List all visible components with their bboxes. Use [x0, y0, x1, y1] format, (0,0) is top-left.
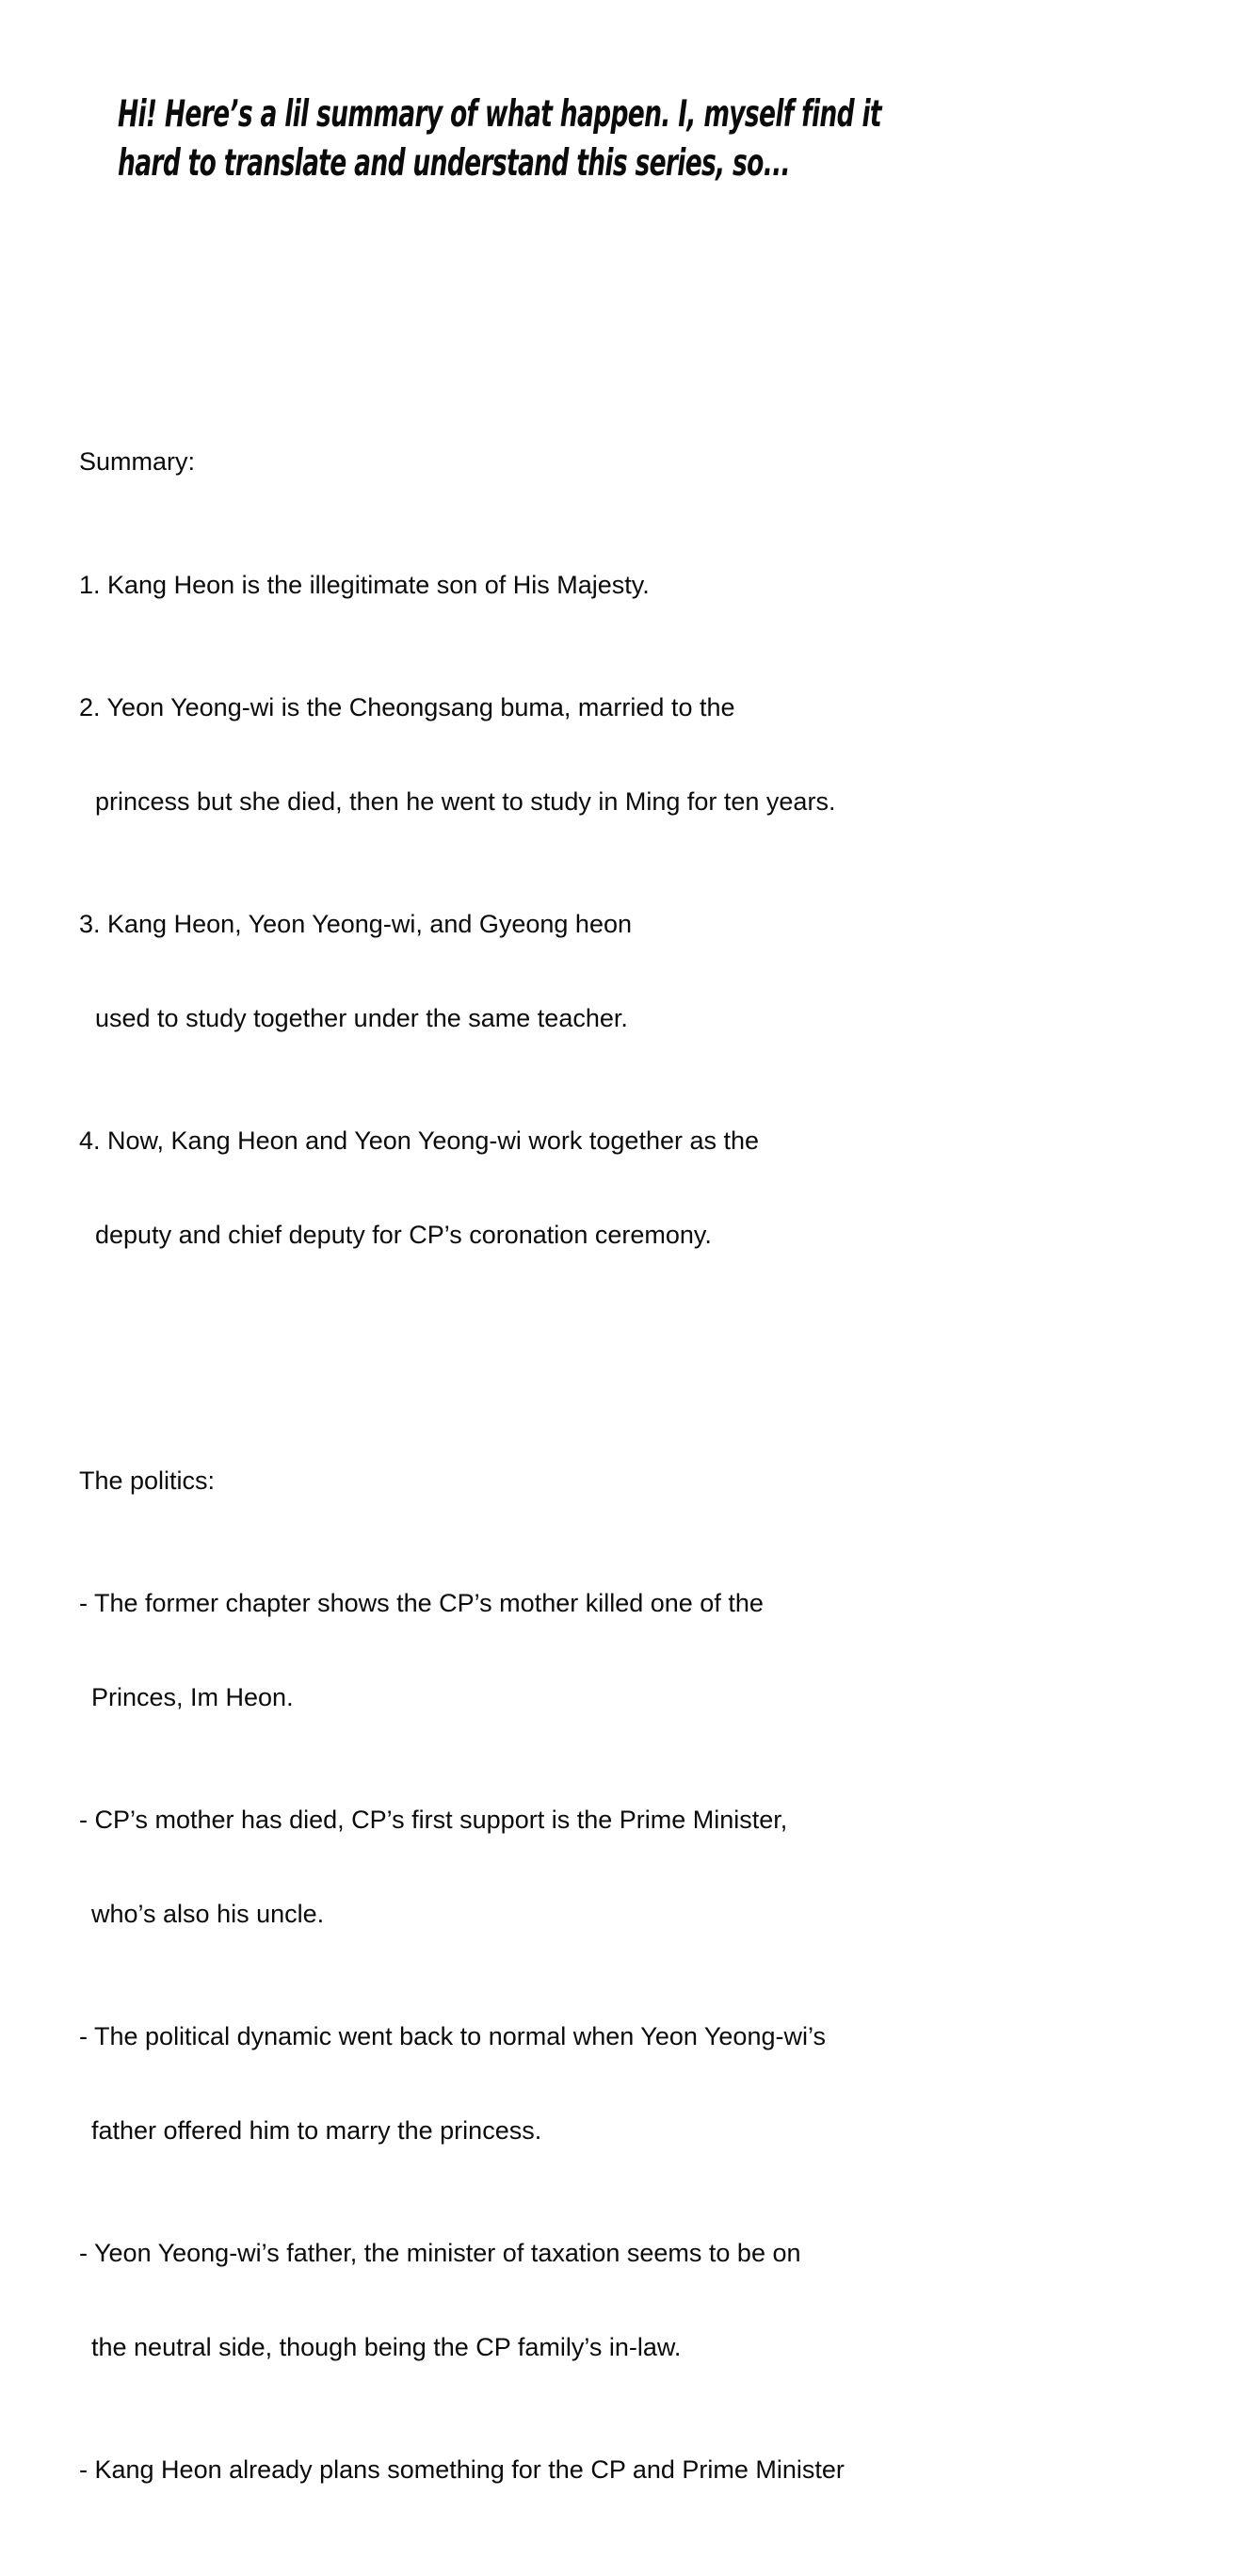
summary-item-1: 1. Kang Heon is the illegitimate son of His Majesty. — [79, 570, 650, 599]
summary-item-2-continued: princess but she died, then he went to study in Ming for ten years. — [95, 786, 836, 816]
politics-item-4: - Yeon Yeong-wi’s father, the minister of taxation seems to be on — [79, 2239, 801, 2267]
handwritten-header-line-2: hard to translate and understand this series, so... — [118, 142, 790, 185]
politics-item-2: - CP’s mother has died, CP’s first support is the Prime Minister, — [79, 1806, 788, 1834]
politics-item-2-continued: who’s also his uncle. — [91, 1899, 325, 1928]
politics-item-3-continued: father offered him to marry the princess. — [91, 2115, 542, 2145]
handwritten-header — [118, 90, 1240, 188]
politics-item-3: - The political dynamic went back to normal when Yeon Yeong-wi’s — [79, 2022, 826, 2050]
summary-item-3-continued: used to study together under the same teacher. — [95, 1003, 628, 1032]
blank-line — [79, 1340, 983, 1376]
summary-item-4: 4. Now, Kang Heon and Yeon Yeong-wi work together as the — [79, 1126, 760, 1155]
politics-item-1-continued: Princes, Im Heon. — [91, 1682, 294, 1711]
summary-item-3: 3. Kang Heon, Yeon Yeong-wi, and Gyeong heon — [79, 910, 632, 938]
summary-item-2: 2. Yeon Yeong-wi is the Cheongsang buma, married to the — [79, 693, 735, 721]
politics-item-4-continued: the neutral side, though being the CP family’s in-law. — [91, 2332, 682, 2361]
politics-item-5-cutoff: - Kang Heon already plans something for the CP and Prime Minister — [79, 2455, 845, 2484]
politics-item-1: - The former chapter shows the CP’s mother killed one of the — [79, 1589, 764, 1617]
note-body — [79, 357, 983, 2576]
handwritten-header-line-1: Hi! Here’s a lil summary of what happen. I, myself find it — [118, 93, 881, 136]
politics-heading: The politics: — [79, 1466, 216, 1495]
summary-item-4-continued: deputy and chief deputy for CP’s coronation ceremony. — [95, 1220, 712, 1249]
summary-heading: Summary: — [79, 447, 196, 476]
